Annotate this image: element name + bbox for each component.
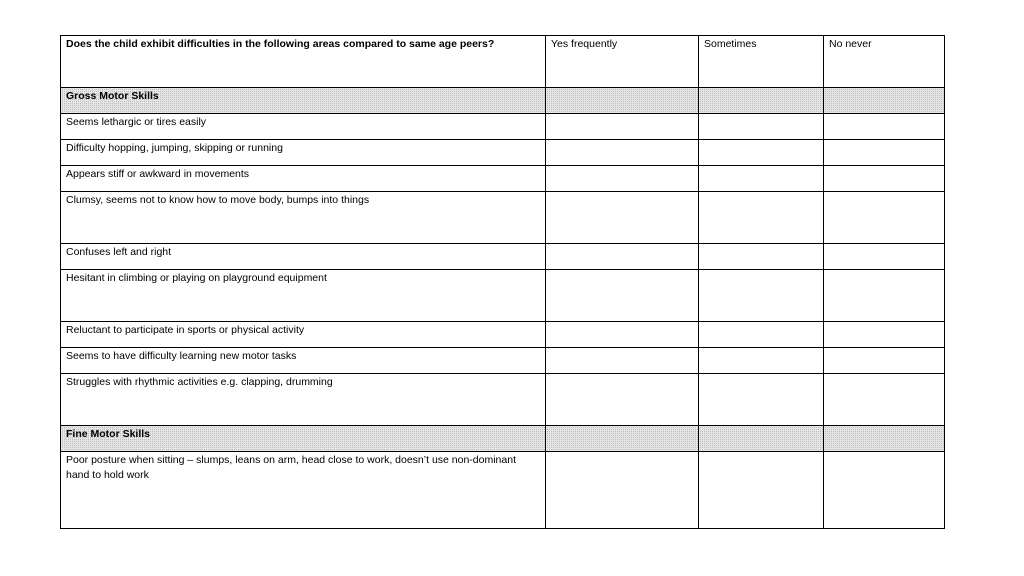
item-label: Clumsy, seems not to know how to move body, bumps into things (61, 192, 546, 244)
answer-cell-sometimes[interactable] (699, 114, 824, 140)
answer-cell-sometimes[interactable] (699, 192, 824, 244)
answer-cell-yes[interactable] (546, 244, 699, 270)
answer-cell-yes[interactable] (546, 322, 699, 348)
answer-cell-no[interactable] (824, 374, 945, 426)
section-cell (699, 88, 824, 114)
item-label: Confuses left and right (61, 244, 546, 270)
answer-cell-sometimes[interactable] (699, 374, 824, 426)
header-sometimes: Sometimes (699, 36, 824, 88)
section-cell (546, 88, 699, 114)
section-cell (699, 426, 824, 452)
section-cell (546, 426, 699, 452)
answer-cell-sometimes[interactable] (699, 166, 824, 192)
table-row (61, 452, 945, 529)
answer-cell-yes[interactable] (546, 270, 699, 322)
header-question: Does the child exhibit difficulties in the following areas compared to same age peers? (61, 36, 546, 88)
table-row (61, 348, 945, 374)
table-row (61, 192, 945, 244)
table-row (61, 166, 945, 192)
item-label: Struggles with rhythmic activities e.g. clapping, drumming (61, 374, 546, 426)
item-label: Difficulty hopping, jumping, skipping or running (61, 140, 546, 166)
answer-cell-sometimes[interactable] (699, 244, 824, 270)
section-row-fine-motor (61, 426, 945, 452)
table-row (61, 114, 945, 140)
header-row (61, 36, 945, 88)
table-row (61, 244, 945, 270)
section-row-gross-motor (61, 88, 945, 114)
answer-cell-no[interactable] (824, 244, 945, 270)
item-label: Poor posture when sitting – slumps, leans on arm, head close to work, doesn’t use non-dominant hand to hold work (61, 452, 546, 529)
item-label: Appears stiff or awkward in movements (61, 166, 546, 192)
answer-cell-no[interactable] (824, 192, 945, 244)
answer-cell-no[interactable] (824, 452, 945, 529)
section-cell (824, 426, 945, 452)
answer-cell-sometimes[interactable] (699, 348, 824, 374)
answer-cell-yes[interactable] (546, 114, 699, 140)
item-label: Reluctant to participate in sports or physical activity (61, 322, 546, 348)
answer-cell-no[interactable] (824, 322, 945, 348)
item-label: Seems lethargic or tires easily (61, 114, 546, 140)
answer-cell-yes[interactable] (546, 192, 699, 244)
answer-cell-no[interactable] (824, 114, 945, 140)
answer-cell-yes[interactable] (546, 166, 699, 192)
item-label: Hesitant in climbing or playing on playground equipment (61, 270, 546, 322)
answer-cell-no[interactable] (824, 348, 945, 374)
table-row (61, 322, 945, 348)
header-yes-frequently: Yes frequently (546, 36, 699, 88)
table-row (61, 374, 945, 426)
answer-cell-yes[interactable] (546, 348, 699, 374)
answer-cell-yes[interactable] (546, 140, 699, 166)
section-cell (824, 88, 945, 114)
section-title: Gross Motor Skills (61, 88, 546, 114)
answer-cell-sometimes[interactable] (699, 270, 824, 322)
answer-cell-sometimes[interactable] (699, 452, 824, 529)
item-label: Seems to have difficulty learning new motor tasks (61, 348, 546, 374)
answer-cell-no[interactable] (824, 270, 945, 322)
answer-cell-no[interactable] (824, 166, 945, 192)
table-row (61, 140, 945, 166)
answer-cell-sometimes[interactable] (699, 140, 824, 166)
table-row (61, 270, 945, 322)
checklist-table (60, 35, 945, 529)
answer-cell-yes[interactable] (546, 452, 699, 529)
answer-cell-sometimes[interactable] (699, 322, 824, 348)
section-title: Fine Motor Skills (61, 426, 546, 452)
header-no-never: No never (824, 36, 945, 88)
answer-cell-yes[interactable] (546, 374, 699, 426)
answer-cell-no[interactable] (824, 140, 945, 166)
